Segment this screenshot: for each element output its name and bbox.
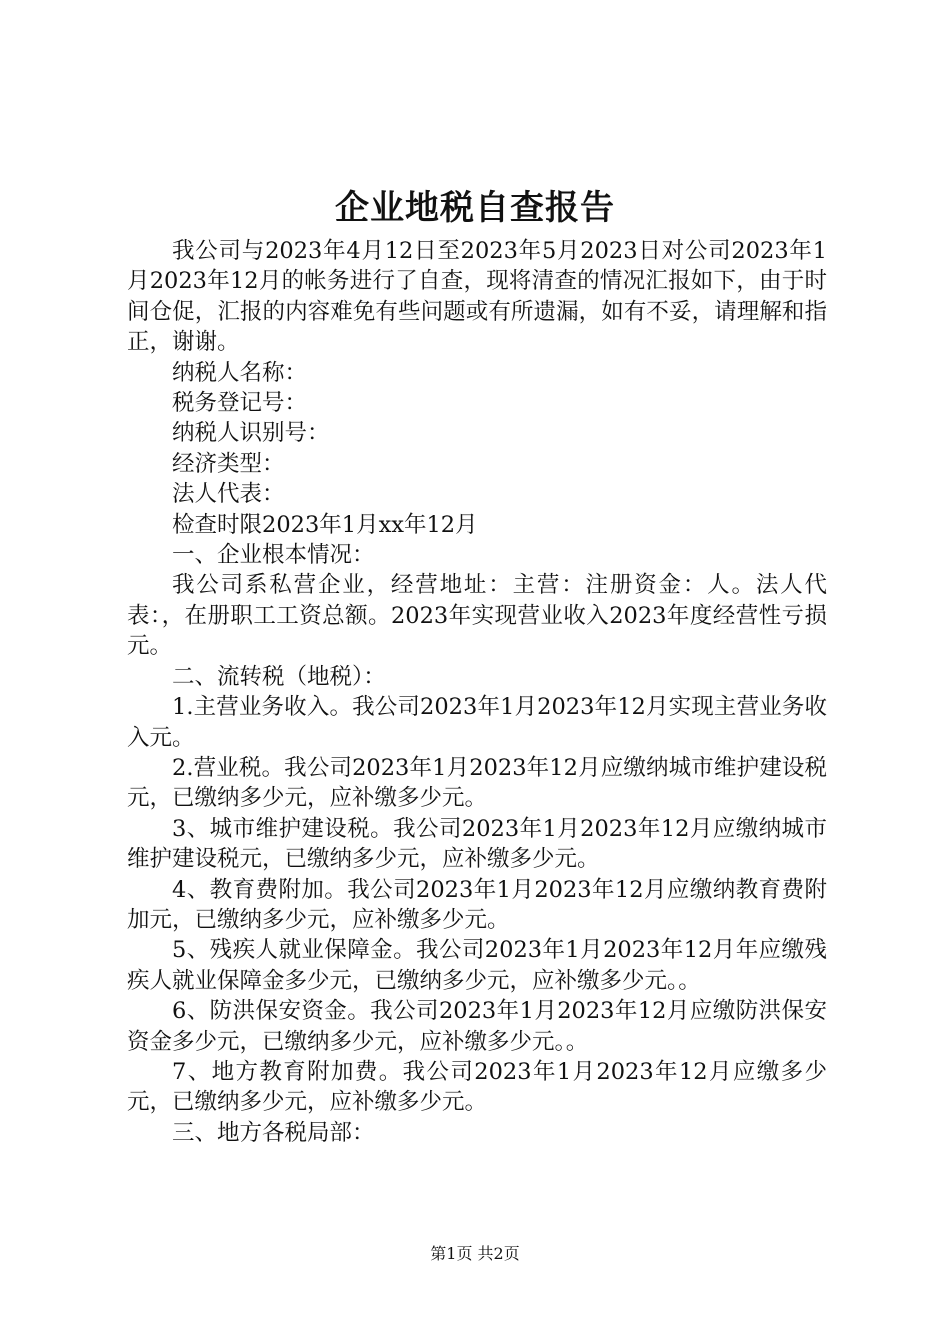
- taxpayer-id-line: 纳税人识别号：: [172, 420, 330, 447]
- inspection-period-line: 检查时限2023年1月xx年12月: [172, 511, 478, 538]
- taxpayer-name-line: 纳税人名称：: [172, 359, 308, 386]
- intro-paragraph: 我公司与2023年4月12日至2023年5月2023日对公司2023年1月2023年12月的帐务进行了自查，现将清查的情况汇报如下，由于时间仓促，汇报的内容难免有些问题或有所遗漏，如有不妥，请理解和指正，谢谢。: [127, 238, 827, 356]
- document-title: 企业地税自查报告: [335, 188, 615, 228]
- section-heading-2: 二、流转税（地税）：: [172, 663, 386, 690]
- list-item-7: 7、地方教育附加费。我公司2023年1月2023年12月应缴多少元，已缴纳多少元，应补缴多少元。: [127, 1058, 827, 1116]
- tax-registration-line: 税务登记号：: [172, 390, 308, 417]
- company-basic-info-paragraph: 我公司系私营企业，经营地址：主营：注册资金：人。法人代表：，在册职工工资总额。2023年实现营业收入2023年度经营性亏损元。: [127, 572, 827, 660]
- document-body: [127, 236, 827, 1148]
- list-item-5: 5、残疾人就业保障金。我公司2023年1月2023年12月年应缴残疾人就业保障金多少元，已缴纳多少元，应补缴多少元。。: [127, 937, 827, 994]
- economic-type-line: 经济类型：: [172, 450, 285, 477]
- section-heading-3: 三、地方各税局部：: [172, 1119, 375, 1146]
- legal-representative-line: 法人代表：: [172, 481, 285, 508]
- list-item-4: 4、教育费附加。我公司2023年1月2023年12月应缴纳教育费附加元，已缴纳多少元，应补缴多少元。: [127, 876, 827, 933]
- list-item-3: 3、城市维护建设税。我公司2023年1月2023年12月应缴纳城市维护建设税元，已缴纳多少元，应补缴多少元。: [127, 815, 827, 873]
- section-heading-1: 一、企业根本情况：: [172, 542, 375, 569]
- list-item-6: 6、防洪保安资金。我公司2023年1月2023年12月应缴防洪保安资金多少元，已缴纳多少元，应补缴多少元。。: [127, 998, 827, 1055]
- page-footer: 第1页 共2页: [430, 1244, 520, 1263]
- list-item-1: 1.主营业务收入。我公司2023年1月2023年12月实现主营业务收入元。: [127, 694, 827, 751]
- list-item-2: 2.营业税。我公司2023年1月2023年12月应缴纳城市维护建设税元，已缴纳多少元，应补缴多少元。: [127, 754, 827, 812]
